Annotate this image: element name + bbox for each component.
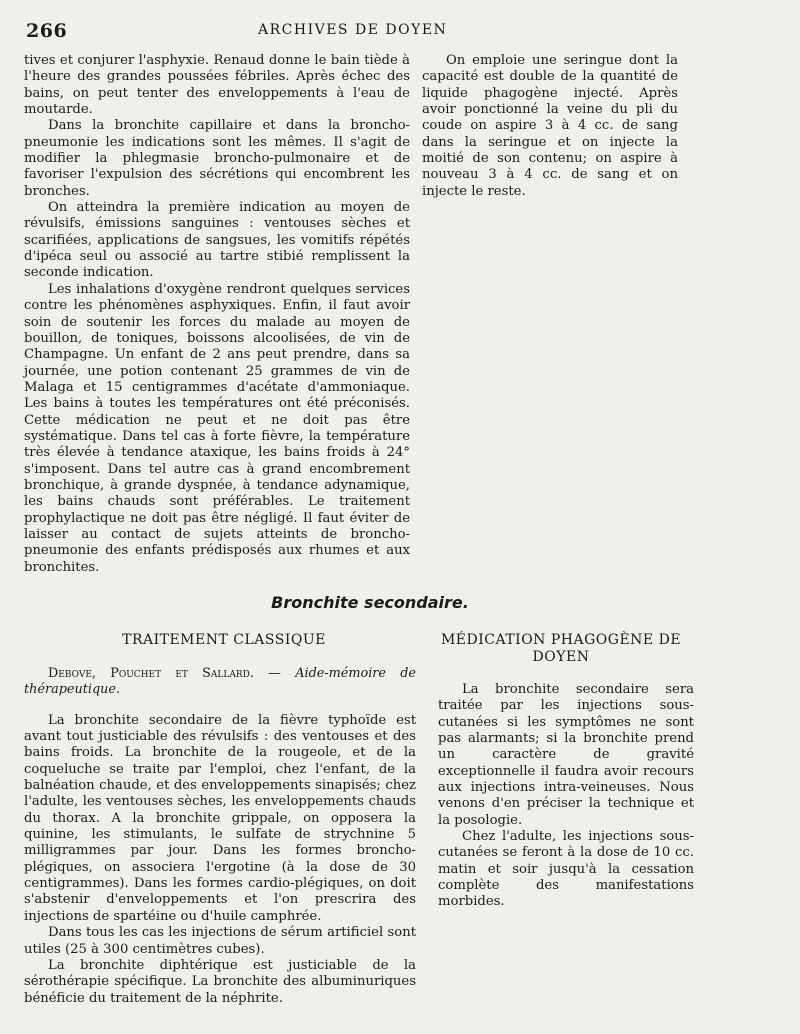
citation-work: Aide-mémoire de thérapeutique. (24, 666, 416, 698)
paragraph: On atteindra la première indication au moyen de révulsifs, émissions sanguines : ventouses sèches et scarifiées, applications de sangsues, les vomitifs répétés d'ipéca seul ou associé au tartre stibié remplissent la seconde indication. (24, 200, 410, 281)
section-title: Bronchite secondaire. (271, 593, 469, 612)
paragraph: La bronchite diphtérique est justiciable de la sérothérapie spécifique. La bronchite des albuminuriques bénéficie du traitement de la néphrite. (24, 957, 416, 1006)
paragraph: tives et conjurer l'asphyxie. Renaud donne le bain tiède à l'heure des grandes poussées fébriles. Après échec des bains, on peut tenter des enveloppements à l'eau de moutarde. (24, 53, 410, 118)
paragraph: La bronchite secondaire sera traitée par les injections sous-cutanées si les symptômes ne sont pas alarmants; si la bronchite prend un caractère de gravité exceptionnelle il faudra avoir recours aux injections intra-veineuses. Nous venons d'en préciser la technique et la posologie. (438, 682, 694, 828)
right-column-title: MÉDICATION PHAGOGÈNE DE DOYEN (440, 632, 682, 665)
running-title: ARCHIVES DE DOYEN (258, 22, 448, 38)
paragraph: Chez l'adulte, les injections sous-cutanées se feront à la dose de 10 cc. matin et soir jusqu'à la cessation complète des manifestations morbides. (438, 829, 694, 910)
paragraph: Dans la bronchite capillaire et dans la broncho-pneumonie les indications sont les mêmes. Il s'agit de modifier la phlegmasie broncho-pulmonaire et de favoriser l'expulsion des sécrétions qui encombrent les bronches. (24, 118, 410, 199)
upper-left-column (24, 53, 410, 576)
left-column-title: TRAITEMENT CLASSIQUE (122, 632, 326, 648)
upper-right-column (422, 53, 678, 200)
paragraph: La bronchite secondaire de la fièvre typhoïde est avant tout justiciable des révulsifs : des ventouses et des bains froids. La bronchite de la rougeole, et de la coqueluche se traite par l'emploi, chez l'enfant, de la balnéation chaude, et des enveloppements sinapisés; chez l'adulte, les ventouses sèches, les enveloppements chauds du thorax. A la bronchite grippale, on opposera la quinine, les stimulants, le sulfate de strychnine 5 milligrammes par jour. Dans les formes broncho-plégiques, on associera l'ergotine (à la dose de 30 centigrammes). Dans les formes cardio-plégiques, on doit s'abstenir d'enveloppements et l'on prescrira des injections de spartéine ou d'huile camphrée. (24, 712, 416, 924)
lower-left-column (24, 666, 416, 1007)
paragraph: Dans tous les cas les injections de sérum artificiel sont utiles (25 à 300 centimètres cubes). (24, 925, 416, 957)
citation-authors: Debove, Pouchet et Sallard. (48, 666, 254, 681)
paragraph: Les inhalations d'oxygène rendront quelques services contre les phénomènes asphyxiques. Enfin, il faut avoir soin de soutenir les forces du malade au moyen de bouillon, de toniques, boissons alcoolisées, de vin de Champagne. Un enfant de 2 ans peut prendre, dans sa journée, une potion contenant 25 grammes de vin de Malaga et 15 centigrammes d'acétate d'ammoniaque. Les bains à toutes les températures ont été préconisés. Cette médication ne peut et ne doit pas être systématique. Dans tel cas à forte fièvre, la température très élevée à tendance ataxique, les bains froids à 24° s'imposent. Dans tel autre cas à grand encombrement bronchique, à grande dyspnée, à tendance adynamique, les bains chauds sont préférables. Le traitement prophylactique ne doit pas être négligé. Il faut éviter de laisser au contact de sujets atteints de broncho-pneumonie des enfants prédisposés aux rhumes et aux bronchites. (24, 281, 410, 575)
citation-dash: — (253, 666, 296, 681)
page-number: 266 (26, 20, 68, 42)
citation (24, 666, 416, 699)
lower-right-column (438, 682, 694, 911)
paragraph: On emploie une seringue dont la capacité est double de la quantité de liquide phagogène injecté. Après avoir ponctionné la veine du pli du coude on aspire 3 à 4 cc. de sang dans la seringue et on injecte la moitié de son contenu; on aspire à nouveau 3 à 4 cc. de sang et on injecte le reste. (422, 53, 678, 199)
